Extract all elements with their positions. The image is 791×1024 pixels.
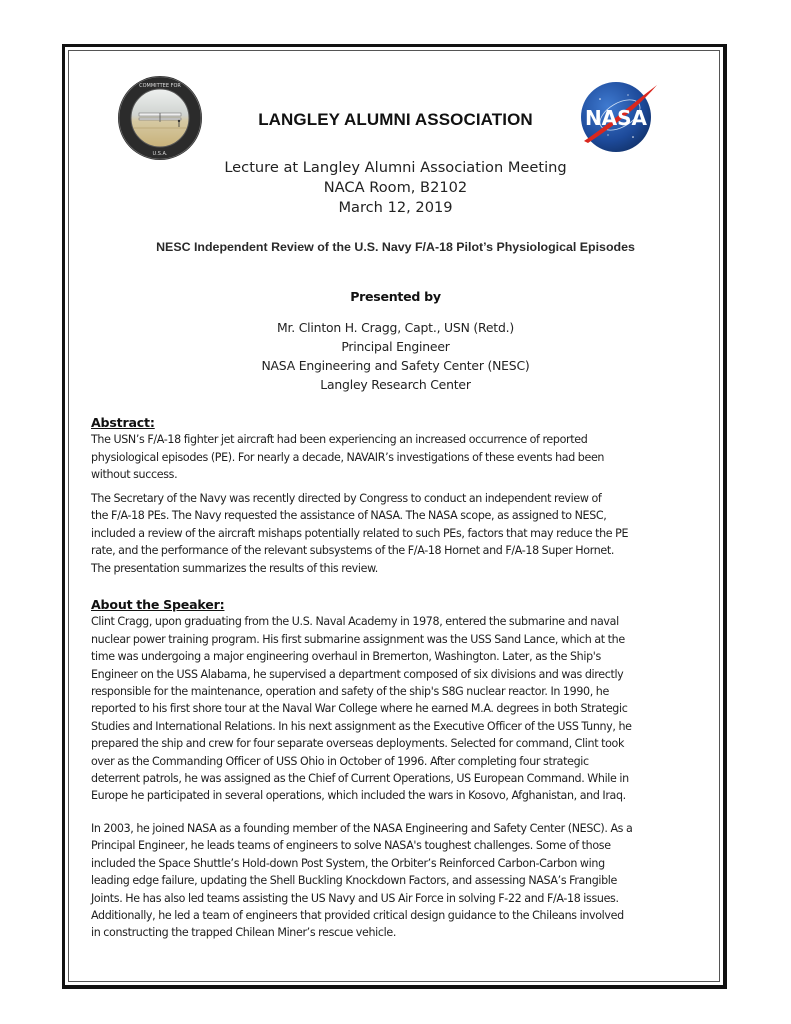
text-line: included the Space Shuttle’s Hold-down Post System, the Orbiter’s Reinforced Carbon-Carbon wing	[91, 856, 605, 870]
text-line: in constructing the trapped Chilean Miner’s rescue vehicle.	[91, 926, 397, 940]
presenter-center: Langley Research Center	[320, 377, 471, 392]
text-line: In 2003, he joined NASA as a founding member of the NASA Engineering and Safety Center (NESC). As a	[91, 822, 633, 835]
text-line: reported to his first shore tour at the Naval War College where he earned M.A. degrees in both Strategic	[91, 702, 628, 716]
presenter-organization: NASA Engineering and Safety Center (NESC)	[261, 358, 530, 373]
presenter-title: Principal Engineer	[341, 339, 450, 354]
nasa-logo-text: NASA	[584, 106, 648, 130]
text-line: time was undergoing a major engineering overhaul in Bremerton, Washington. Later, as the Ship's	[91, 650, 601, 664]
svg-text:COMMITTEE FOR: COMMITTEE FOR	[139, 83, 181, 89]
text-line: Engineer on the USS Alabama, he supervised a department composed of six divisions and was directly	[91, 667, 624, 681]
text-line: Additionally, he led a team of engineers that provided critical design guidance to the Chileans involved	[91, 909, 624, 923]
abstract-section	[91, 414, 711, 484]
text-line: without success.	[91, 468, 178, 482]
text-line: included a review of the aircraft mishaps potentially related to such PEs, factors that may reduce the PE	[91, 526, 629, 540]
speaker-paragraph-1	[91, 613, 711, 804]
presented-by-label: Presented by	[350, 289, 441, 304]
text-line: Europe he participated in several operations, which included the wars in Kosovo, Afghanistan, and Iraq.	[91, 789, 626, 803]
text-line: The Secretary of the Navy was recently directed by Congress to conduct an independent review of	[91, 492, 602, 505]
event-name: Lecture at Langley Alumni Association Meeting	[224, 159, 567, 176]
text-line: Joints. He has also led teams assisting the US Navy and US Air Force in solving F-22 and F/A-18 issues.	[91, 891, 619, 905]
text-line: Studies and International Relations. In his next assignment as the Executive Officer of the USS Tunny, he	[91, 719, 632, 733]
text-line: nuclear power training program. His first submarine assignment was the USS Sand Lance, which at the	[91, 632, 625, 646]
text-line: leading edge failure, updating the Shell Buckling Knockdown Factors, and assessing NASA’s Frangible	[91, 874, 618, 888]
speaker-heading: About the Speaker:	[91, 597, 225, 612]
event-details	[0, 158, 791, 218]
text-line: rate, and the performance of the relevant subsystems of the F/A-18 Hornet and F/A-18 Super Hornet.	[91, 544, 615, 558]
organization-title: LANGLEY ALUMNI ASSOCIATION	[258, 110, 533, 129]
event-location: NACA Room, B2102	[323, 179, 468, 196]
text-line: physiological episodes (PE). For nearly a decade, NAVAIR’s investigations of these events had been	[91, 450, 605, 464]
abstract-paragraph-2	[91, 490, 711, 577]
speaker-section	[91, 596, 711, 805]
presenter-block	[0, 318, 791, 394]
speaker-paragraph-2	[91, 820, 711, 942]
text-line: responsible for the maintenance, operation and safety of the ship's S8G nuclear reactor. In 1990, he	[91, 685, 609, 699]
abstract-heading: Abstract:	[91, 415, 155, 430]
event-date: March 12, 2019	[338, 199, 453, 216]
text-line: The USN’s F/A-18 fighter jet aircraft had been experiencing an increased occurrence of reported	[91, 433, 588, 447]
text-line: Clint Cragg, upon graduating from the U.S. Naval Academy in 1978, entered the submarine and naval	[91, 615, 619, 629]
lecture-title: NESC Independent Review of the U.S. Navy F/A-18 Pilot’s Physiological Episodes	[156, 240, 635, 254]
text-line: the F/A-18 PEs. The Navy requested the assistance of NASA. The NASA scope, as assigned to NESC,	[91, 509, 607, 523]
text-line: The presentation summarizes the results of this review.	[91, 561, 378, 575]
presenter-name: Mr. Clinton H. Cragg, Capt., USN (Retd.)	[277, 320, 514, 335]
svg-text:U.S.A.: U.S.A.	[152, 151, 168, 157]
text-line: deterrent patrols, he was assigned as the Chief of Current Operations, US European Command. While in	[91, 772, 629, 786]
text-line: prepared the ship and crew for four separate overseas deployments. Selected for command, Clint took	[91, 737, 625, 751]
text-line: over as the Commanding Officer of USS Ohio in October of 1996. After completing four strategic	[91, 754, 589, 768]
abstract-paragraph-1	[91, 431, 711, 483]
text-line: Principal Engineer, he leads teams of engineers to solve NASA's toughest challenges. Some of those	[91, 839, 611, 853]
